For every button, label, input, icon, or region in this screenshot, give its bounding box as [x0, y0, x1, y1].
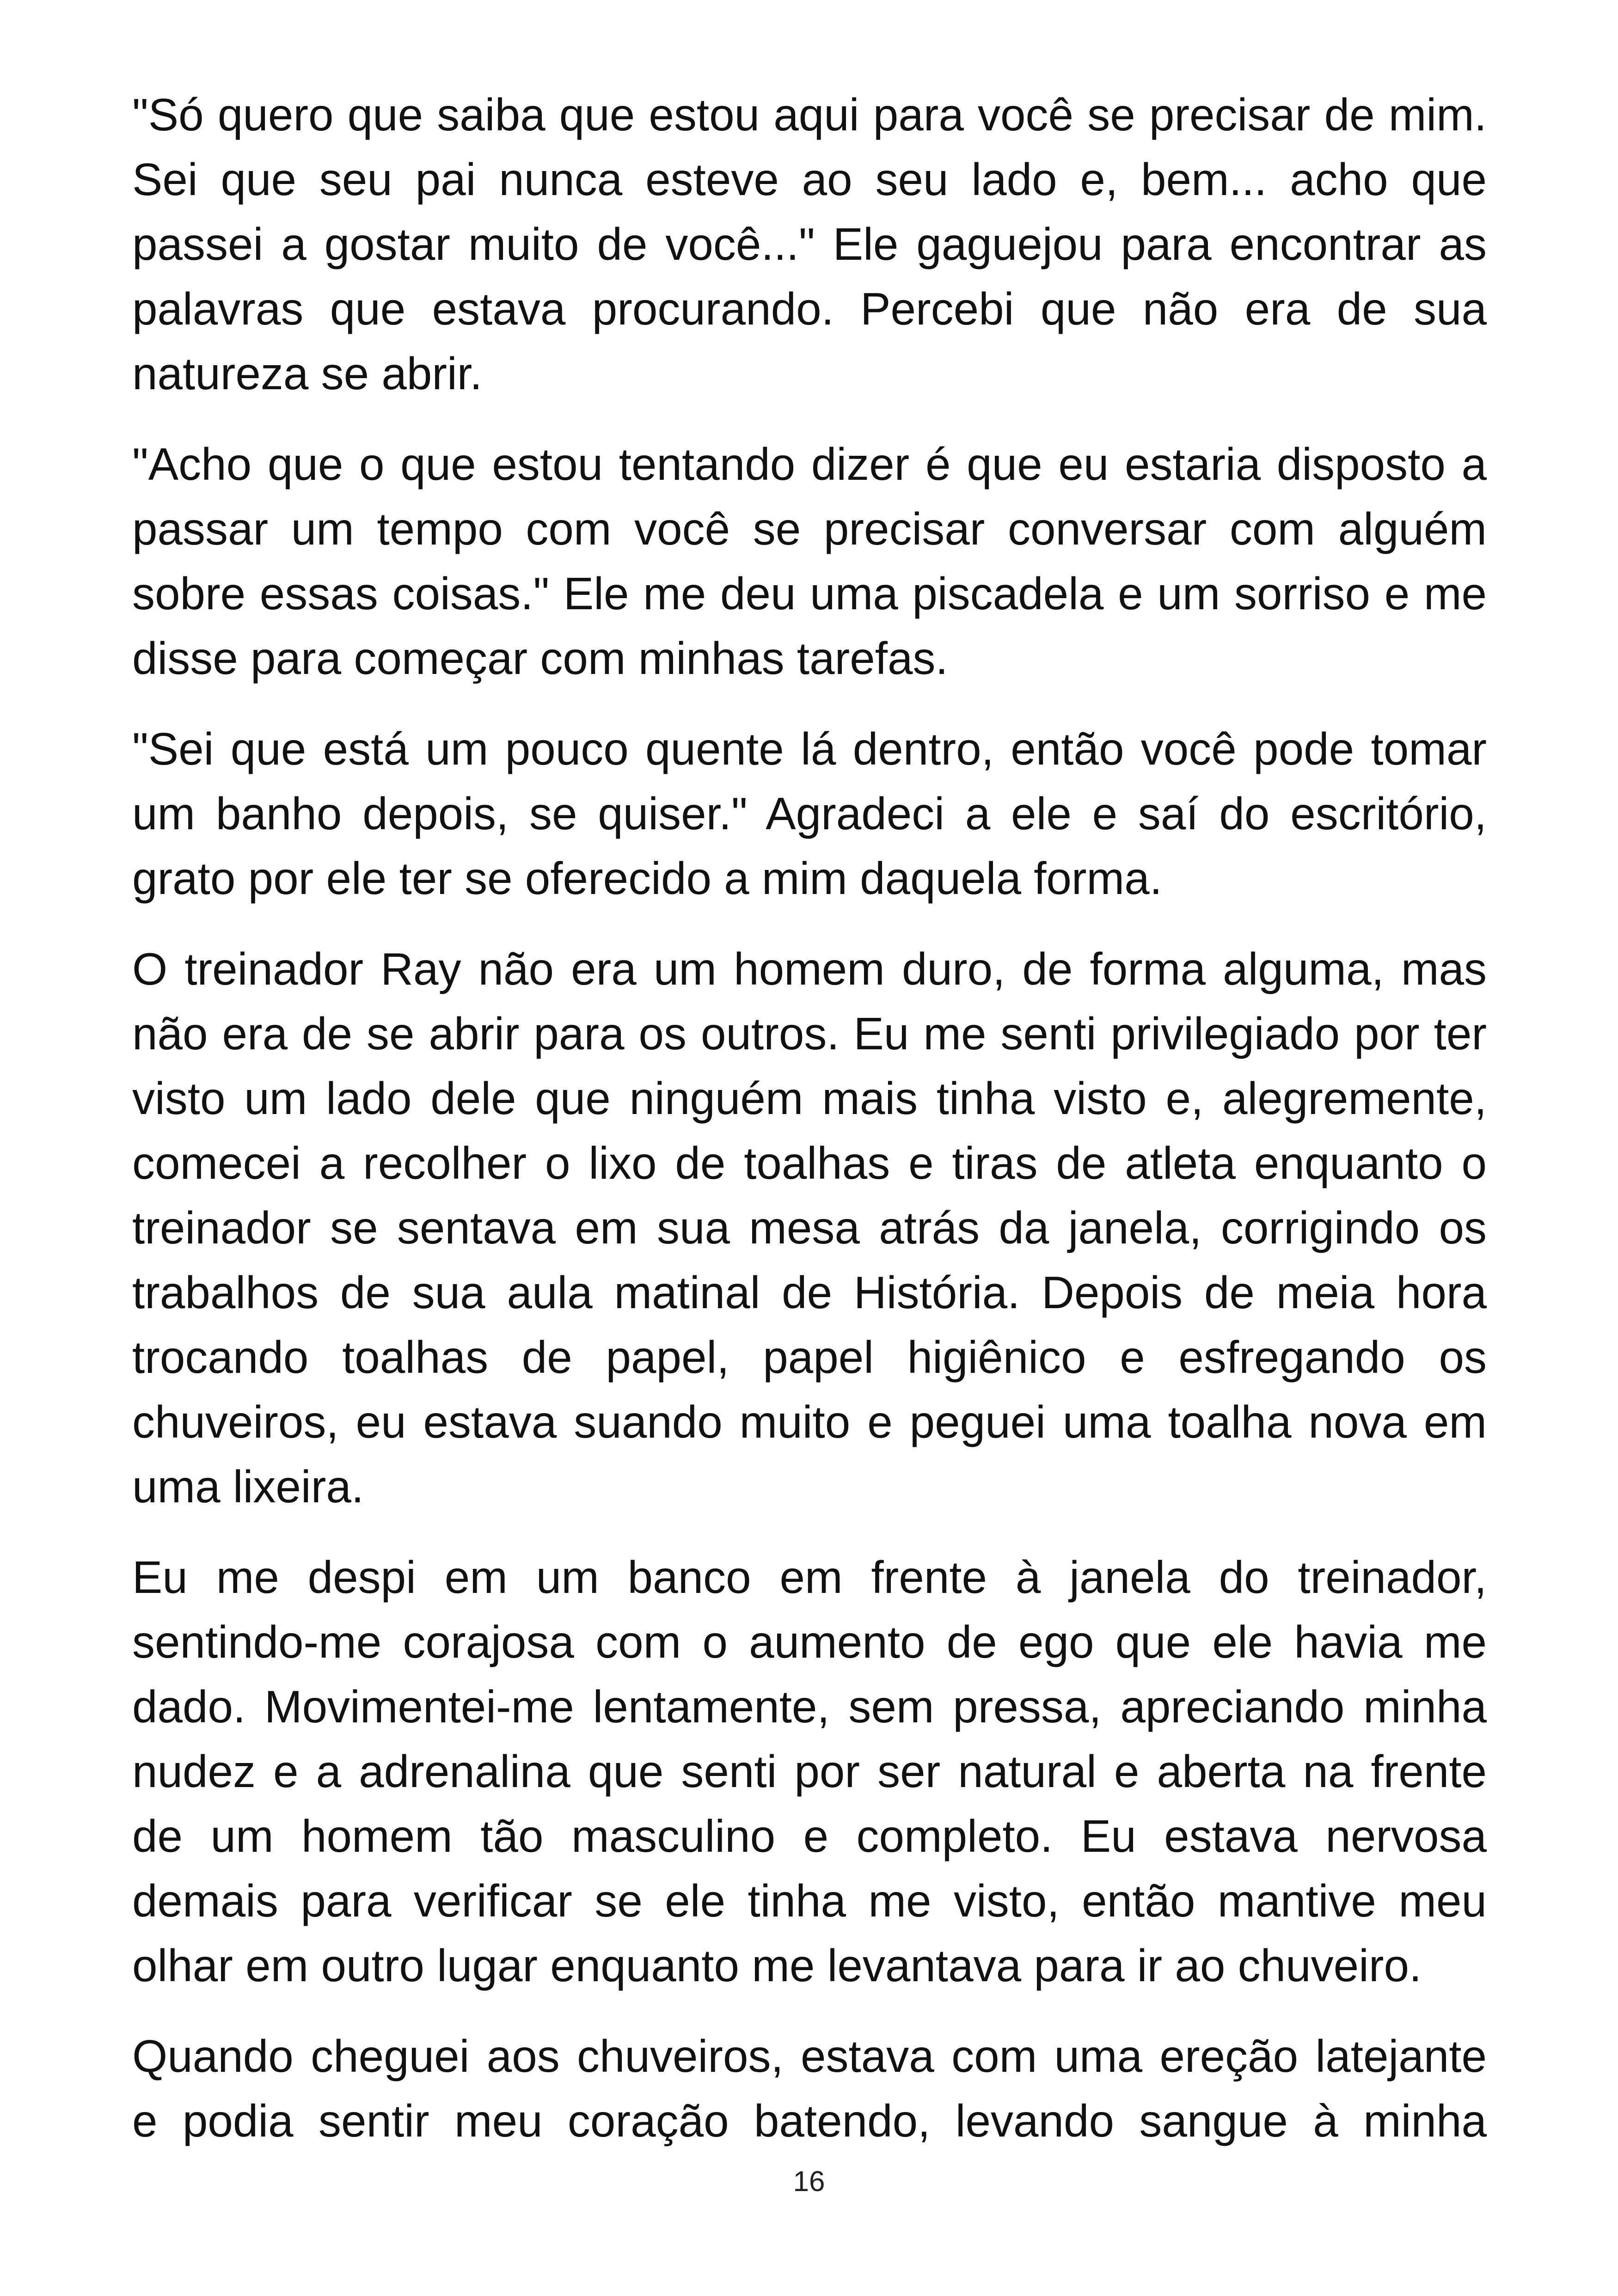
paragraph-2: "Acho que o que estou tentando dizer é que eu estaria disposto a passar um tempo com você se precisar conversar com alguém sobre essas coisas." Ele me deu uma piscadela e um sorriso e me disse para começar com minhas tarefas. — [132, 439, 1487, 684]
paragraph-5: Eu me despi em um banco em frente à janela do treinador, sentindo-me corajosa com o aumento de ego que ele havia me dado. Movimentei-me lentamente, sem pressa, apreciando minha nudez e a adrenalina que senti por ser natural e aberta na frente de um homem tão masculino e completo. Eu estava nervosa demais para verificar se ele tinha me visto, então mantive meu olhar em outro lugar enquanto me levantava para ir ao chuveiro. — [132, 1552, 1487, 1991]
paragraph-6: Quando cheguei aos chuveiros, estava com uma ereção latejante e podia sentir meu coração batendo, levando sangue à minha — [132, 2031, 1487, 2146]
paragraph-1: "Só quero que saiba que estou aqui para você se precisar de mim. Sei que seu pai nunca esteve ao seu lado e, bem... acho que passei a gostar muito de você..." Ele gaguejou para encontrar as palavras que estava procurando. Percebi que não era de sua natureza se abrir. — [132, 89, 1487, 399]
paragraph-3: "Sei que está um pouco quente lá dentro, então você pode tomar um banho depois, se quiser." Agradeci a ele e saí do escritório, grato por ele ter se oferecido a mim daquela forma. — [132, 723, 1487, 904]
page-body — [132, 82, 1487, 2179]
paragraph-4: O treinador Ray não era um homem duro, de forma alguma, mas não era de se abrir para os outros. Eu me senti privilegiado por ter visto um lado dele que ninguém mais tinha visto e, alegremente, comecei a recolher o lixo de toalhas e tiras de atleta enquanto o treinador se sentava em sua mesa atrás da janela, corrigindo os trabalhos de sua aula matinal de História. Depois de meia hora trocando toalhas de papel, papel higiênico e esfregando os chuveiros, eu estava suando muito e peguei uma toalha nova em uma lixeira. — [132, 943, 1487, 1512]
page-number: 16 — [793, 2166, 825, 2198]
